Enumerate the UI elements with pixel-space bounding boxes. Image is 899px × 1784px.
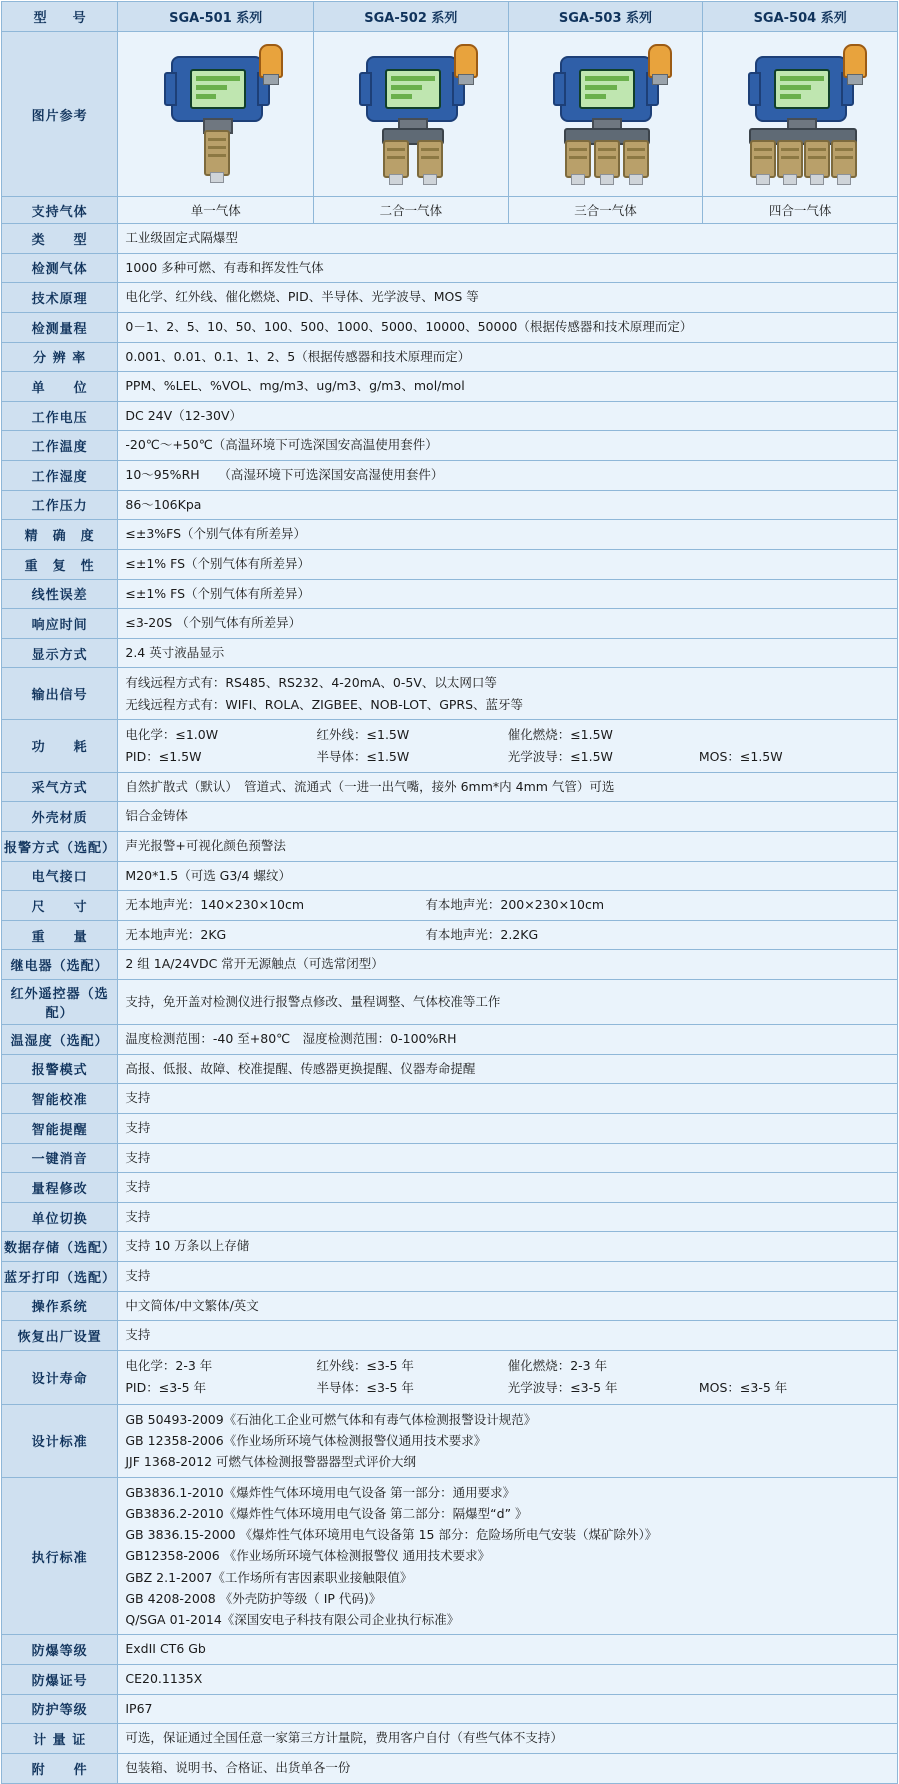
life-item: 半导体：≤3-5 年 — [316, 1380, 414, 1396]
row-label-relay: 继电器（选配） — [2, 950, 118, 980]
row-value-electric-interface: M20*1.5（可选 G3/4 螺纹） — [118, 861, 898, 891]
table-row — [2, 401, 898, 431]
product-image-502 — [314, 32, 509, 197]
row-value-temperature: -20℃～+50℃（高温环境下可选深国安高温使用套件） — [118, 431, 898, 461]
power-item: 电化学：≤1.0W — [125, 726, 219, 742]
row-value-smart-reminder: 支持 — [118, 1113, 898, 1143]
row-label-ex-cert: 防爆证号 — [2, 1665, 118, 1695]
life-item — [699, 1355, 890, 1378]
table-row-design-standard — [2, 1404, 898, 1477]
life-item: 电化学：2-3 年 — [125, 1357, 213, 1373]
row-value-ip-grade: IP67 — [118, 1694, 898, 1724]
row-value-power — [118, 719, 898, 772]
row-value-linearity: ≤±1% FS（个别气体有所差异） — [118, 579, 898, 609]
row-label-unit-switch: 单位切换 — [2, 1202, 118, 1232]
table-row — [2, 1113, 898, 1143]
table-row — [2, 609, 898, 639]
row-label-data-storage: 数据存储（选配） — [2, 1232, 118, 1262]
row-label-smart-reminder: 智能提醒 — [2, 1113, 118, 1143]
spec-sheet — [0, 1, 899, 1778]
row-value-weight — [118, 920, 898, 950]
output-wireless: 无线远程方式有：WIFI、ROLA、ZIGBEE、NOB-LOT、GPRS、蓝牙等 — [125, 696, 524, 712]
product-image-504 — [703, 32, 898, 197]
life-item: 催化燃烧：2-3 年 — [507, 1357, 608, 1373]
table-row — [2, 1262, 898, 1292]
table-row — [2, 1635, 898, 1665]
life-item: PID：≤3-5 年 — [125, 1380, 207, 1396]
table-row-life — [2, 1350, 898, 1404]
row-value-alarm-types: 高报、低报、故障、校准提醒、传感器更换提醒、仪器寿命提醒 — [118, 1054, 898, 1084]
table-row — [2, 1232, 898, 1262]
row-value-output — [118, 668, 898, 720]
table-row — [2, 1724, 898, 1754]
table-row — [2, 461, 898, 491]
product-image-501 — [118, 32, 314, 197]
detector-icon — [336, 38, 486, 188]
model-504: SGA-504 系列 — [703, 2, 898, 32]
row-value-factory-reset: 支持 — [118, 1321, 898, 1351]
row-label-bluetooth-print: 蓝牙打印（选配） — [2, 1262, 118, 1292]
detector-icon — [141, 38, 291, 188]
row-label-alarm-mode: 报警方式（选配） — [2, 831, 118, 861]
table-row — [2, 950, 898, 980]
row-label-one-key-mute: 一键消音 — [2, 1143, 118, 1173]
row-value-exec-standard — [118, 1477, 898, 1635]
row-value-principle: 电化学、红外线、催化燃烧、PID、半导体、光学波导、MOS 等 — [118, 283, 898, 313]
row-value-os: 中文简体/中文繁体/英文 — [118, 1291, 898, 1321]
table-row — [2, 1321, 898, 1351]
exec-standard-item: GB 4208-2008 《外壳防护等级（ IP 代码)》 — [125, 1590, 382, 1606]
power-item: MOS：≤1.5W — [698, 748, 783, 764]
table-row — [2, 224, 898, 254]
table-row — [2, 831, 898, 861]
row-label-resolution: 分 辨 率 — [2, 342, 118, 372]
row-value-unit-switch: 支持 — [118, 1202, 898, 1232]
gas-support-504: 四合一气体 — [703, 197, 898, 224]
row-label-voltage: 工作电压 — [2, 401, 118, 431]
row-label-temp-humidity: 温湿度（选配） — [2, 1025, 118, 1055]
table-row — [2, 1173, 898, 1203]
row-value-humidity: 10～95%RH （高湿环境下可选深国安高湿使用套件） — [118, 461, 898, 491]
row-label-factory-reset: 恢复出厂设置 — [2, 1321, 118, 1351]
row-value-pressure: 86～106Kpa — [118, 490, 898, 520]
row-value-response-time: ≤3-20S （个别气体有所差异） — [118, 609, 898, 639]
life-item: 光学波导：≤3-5 年 — [507, 1380, 618, 1396]
row-label-type: 类 型 — [2, 224, 118, 254]
table-row — [2, 980, 898, 1025]
row-value-range: 0－1、2、5、10、50、100、500、1000、5000、10000、50000（根据传感器和技术原理而定） — [118, 312, 898, 342]
table-row — [2, 1025, 898, 1055]
row-label-os: 操作系统 — [2, 1291, 118, 1321]
row-label-accuracy: 精 确 度 — [2, 520, 118, 550]
table-row — [2, 1143, 898, 1173]
row-value-relay: 2 组 1A/24VDC 常开无源触点（可选常闭型） — [118, 950, 898, 980]
row-label-ir-remote: 红外遥控器（选配） — [2, 980, 118, 1025]
table-row — [2, 1665, 898, 1695]
exec-standard-item: GB 3836.15-2000 《爆炸性气体环境用电气设备第 15 部分：危险场所电气安装（煤矿除外）》 — [125, 1527, 658, 1543]
table-row — [2, 1202, 898, 1232]
output-wired: 有线远程方式有：RS485、RS232、4-20mA、0-5V、以太网口等 — [125, 675, 497, 691]
table-row — [2, 342, 898, 372]
size-no-alarm: 无本地声光：140×230×10cm — [125, 897, 304, 913]
row-value-shell-material: 铝合金铸体 — [118, 802, 898, 832]
table-row — [2, 579, 898, 609]
row-value-alarm-mode: 声光报警+可视化颜色预警法 — [118, 831, 898, 861]
design-standard-item: GB 50493-2009《石油化工企业可燃气体和有毒气体检测报警设计规范》 — [125, 1411, 537, 1427]
table-row — [2, 549, 898, 579]
row-label-alarm-types: 报警模式 — [2, 1054, 118, 1084]
row-value-one-key-mute: 支持 — [118, 1143, 898, 1173]
table-row — [2, 861, 898, 891]
table-row-output — [2, 668, 898, 720]
row-label-temperature: 工作温度 — [2, 431, 118, 461]
model-501: SGA-501 系列 — [118, 2, 314, 32]
exec-standard-item: GB12358-2006 《作业场所环境气体检测报警仪 通用技术要求》 — [125, 1548, 491, 1564]
gas-support-503: 三合一气体 — [508, 197, 703, 224]
table-row — [2, 520, 898, 550]
row-value-unit: PPM、%LEL、%VOL、mg/m3、ug/m3、g/m3、mol/mol — [118, 372, 898, 402]
life-item: 红外线：≤3-5 年 — [316, 1357, 414, 1373]
row-label-output: 输出信号 — [2, 668, 118, 720]
row-value-accuracy: ≤±3%FS（个别气体有所差异） — [118, 520, 898, 550]
table-row — [2, 372, 898, 402]
table-row — [2, 1084, 898, 1114]
row-label-exec-standard: 执行标准 — [2, 1477, 118, 1635]
table-row-exec-standard — [2, 1477, 898, 1635]
product-image-503 — [508, 32, 703, 197]
row-value-design-standard — [118, 1404, 898, 1477]
row-label-power: 功 耗 — [2, 719, 118, 772]
power-item: PID：≤1.5W — [125, 748, 202, 764]
power-item — [699, 724, 890, 746]
row-label-detect-gas: 检测气体 — [2, 253, 118, 283]
row-value-ex-cert: CE20.1135X — [118, 1665, 898, 1695]
model-503: SGA-503 系列 — [508, 2, 703, 32]
exec-standard-item: Q/SGA 01-2014《深国安电子科技有限公司企业执行标准》 — [125, 1612, 460, 1628]
power-item: 红外线：≤1.5W — [316, 726, 410, 742]
row-label-weight: 重 量 — [2, 920, 118, 950]
table-row — [2, 1291, 898, 1321]
row-value-accessories: 包装箱、说明书、合格证、出货单各一份 — [118, 1753, 898, 1783]
row-label-accessories: 附 件 — [2, 1753, 118, 1783]
table-row-size — [2, 891, 898, 921]
row-value-metrology-cert: 可选，保证通过全国任意一家第三方计量院，费用客户自付（有些气体不支持） — [118, 1724, 898, 1754]
row-label-size: 尺 寸 — [2, 891, 118, 921]
row-value-smart-calibration: 支持 — [118, 1084, 898, 1114]
row-value-detect-gas: 1000 多种可燃、有毒和挥发性气体 — [118, 253, 898, 283]
row-label-linearity: 线性误差 — [2, 579, 118, 609]
exec-standard-item: GBZ 2.1-2007《工作场所有害因素职业接触限值》 — [125, 1569, 413, 1585]
power-item: 催化燃烧：≤1.5W — [507, 726, 613, 742]
row-label-design-life: 设计寿命 — [2, 1350, 118, 1404]
exec-standard-item: GB3836.1-2010《爆炸性气体环境用电气设备 第一部分：通用要求》 — [125, 1484, 516, 1500]
row-label-range: 检测量程 — [2, 312, 118, 342]
row-label-repeatability: 重 复 性 — [2, 549, 118, 579]
design-standard-item: JJF 1368-2012 可燃气体检测报警器器型式评价大纲 — [125, 1454, 417, 1470]
row-label-response-time: 响应时间 — [2, 609, 118, 639]
specification-table — [1, 1, 898, 1784]
row-value-bluetooth-print: 支持 — [118, 1262, 898, 1292]
table-row — [2, 253, 898, 283]
row-label-ex-grade: 防爆等级 — [2, 1635, 118, 1665]
table-row-models — [2, 2, 898, 32]
row-value-type: 工业级固定式隔爆型 — [118, 224, 898, 254]
row-label-metrology-cert: 计 量 证 — [2, 1724, 118, 1754]
table-row — [2, 283, 898, 313]
gas-support-501: 单一气体 — [118, 197, 314, 224]
row-value-range-edit: 支持 — [118, 1173, 898, 1203]
row-label-display: 显示方式 — [2, 638, 118, 668]
weight-with-alarm: 有本地声光：2.2KG — [425, 926, 539, 942]
row-value-sampling: 自然扩散式（默认） 管道式、流通式（一进一出气嘴，接外 6mm*内 4mm 气管）可选 — [118, 772, 898, 802]
row-label-smart-calibration: 智能校准 — [2, 1084, 118, 1114]
table-row — [2, 1753, 898, 1783]
row-label-sampling: 采气方式 — [2, 772, 118, 802]
table-row — [2, 802, 898, 832]
row-label-range-edit: 量程修改 — [2, 1173, 118, 1203]
size-with-alarm: 有本地声光：200×230×10cm — [425, 897, 604, 913]
table-row-images — [2, 32, 898, 197]
row-label-ip-grade: 防护等级 — [2, 1694, 118, 1724]
detector-icon — [725, 38, 875, 188]
table-row — [2, 1694, 898, 1724]
table-row-gas-support — [2, 197, 898, 224]
row-label-principle: 技术原理 — [2, 283, 118, 313]
row-value-resolution: 0.001、0.01、0.1、1、2、5（根据传感器和技术原理而定） — [118, 342, 898, 372]
row-label-electric-interface: 电气接口 — [2, 861, 118, 891]
row-value-temp-humidity: 温度检测范围：-40 至+80℃ 湿度检测范围：0-100%RH — [118, 1025, 898, 1055]
table-row-weight — [2, 920, 898, 950]
row-value-size — [118, 891, 898, 921]
row-value-design-life — [118, 1350, 898, 1404]
design-standard-item: GB 12358-2006《作业场所环境气体检测报警仪通用技术要求》 — [125, 1433, 487, 1449]
row-label-gas-support: 支持气体 — [2, 197, 118, 224]
weight-no-alarm: 无本地声光：2KG — [125, 926, 227, 942]
row-label-design-standard: 设计标准 — [2, 1404, 118, 1477]
table-row — [2, 1054, 898, 1084]
row-label-humidity: 工作湿度 — [2, 461, 118, 491]
exec-standard-item: GB3836.2-2010《爆炸性气体环境用电气设备 第二部分：隔爆型“d” 》 — [125, 1505, 528, 1521]
row-label-image: 图片参考 — [2, 32, 118, 197]
detector-icon — [530, 38, 680, 188]
row-label-shell-material: 外壳材质 — [2, 802, 118, 832]
row-value-data-storage: 支持 10 万条以上存储 — [118, 1232, 898, 1262]
table-row-power — [2, 719, 898, 772]
row-label-model: 型 号 — [2, 2, 118, 32]
row-label-pressure: 工作压力 — [2, 490, 118, 520]
table-row — [2, 431, 898, 461]
table-row — [2, 638, 898, 668]
table-row — [2, 490, 898, 520]
power-item: 半导体：≤1.5W — [316, 748, 410, 764]
row-value-display: 2.4 英寸液晶显示 — [118, 638, 898, 668]
row-value-repeatability: ≤±1% FS（个别气体有所差异） — [118, 549, 898, 579]
table-row — [2, 312, 898, 342]
row-label-unit: 单 位 — [2, 372, 118, 402]
row-value-ir-remote: 支持，免开盖对检测仪进行报警点修改、量程调整、气体校准等工作 — [118, 980, 898, 1025]
gas-support-502: 二合一气体 — [314, 197, 509, 224]
row-value-ex-grade: ExdII CT6 Gb — [118, 1635, 898, 1665]
model-502: SGA-502 系列 — [314, 2, 509, 32]
power-item: 光学波导：≤1.5W — [507, 748, 613, 764]
table-row — [2, 772, 898, 802]
life-item: MOS：≤3-5 年 — [698, 1380, 788, 1396]
row-value-voltage: DC 24V（12-30V） — [118, 401, 898, 431]
